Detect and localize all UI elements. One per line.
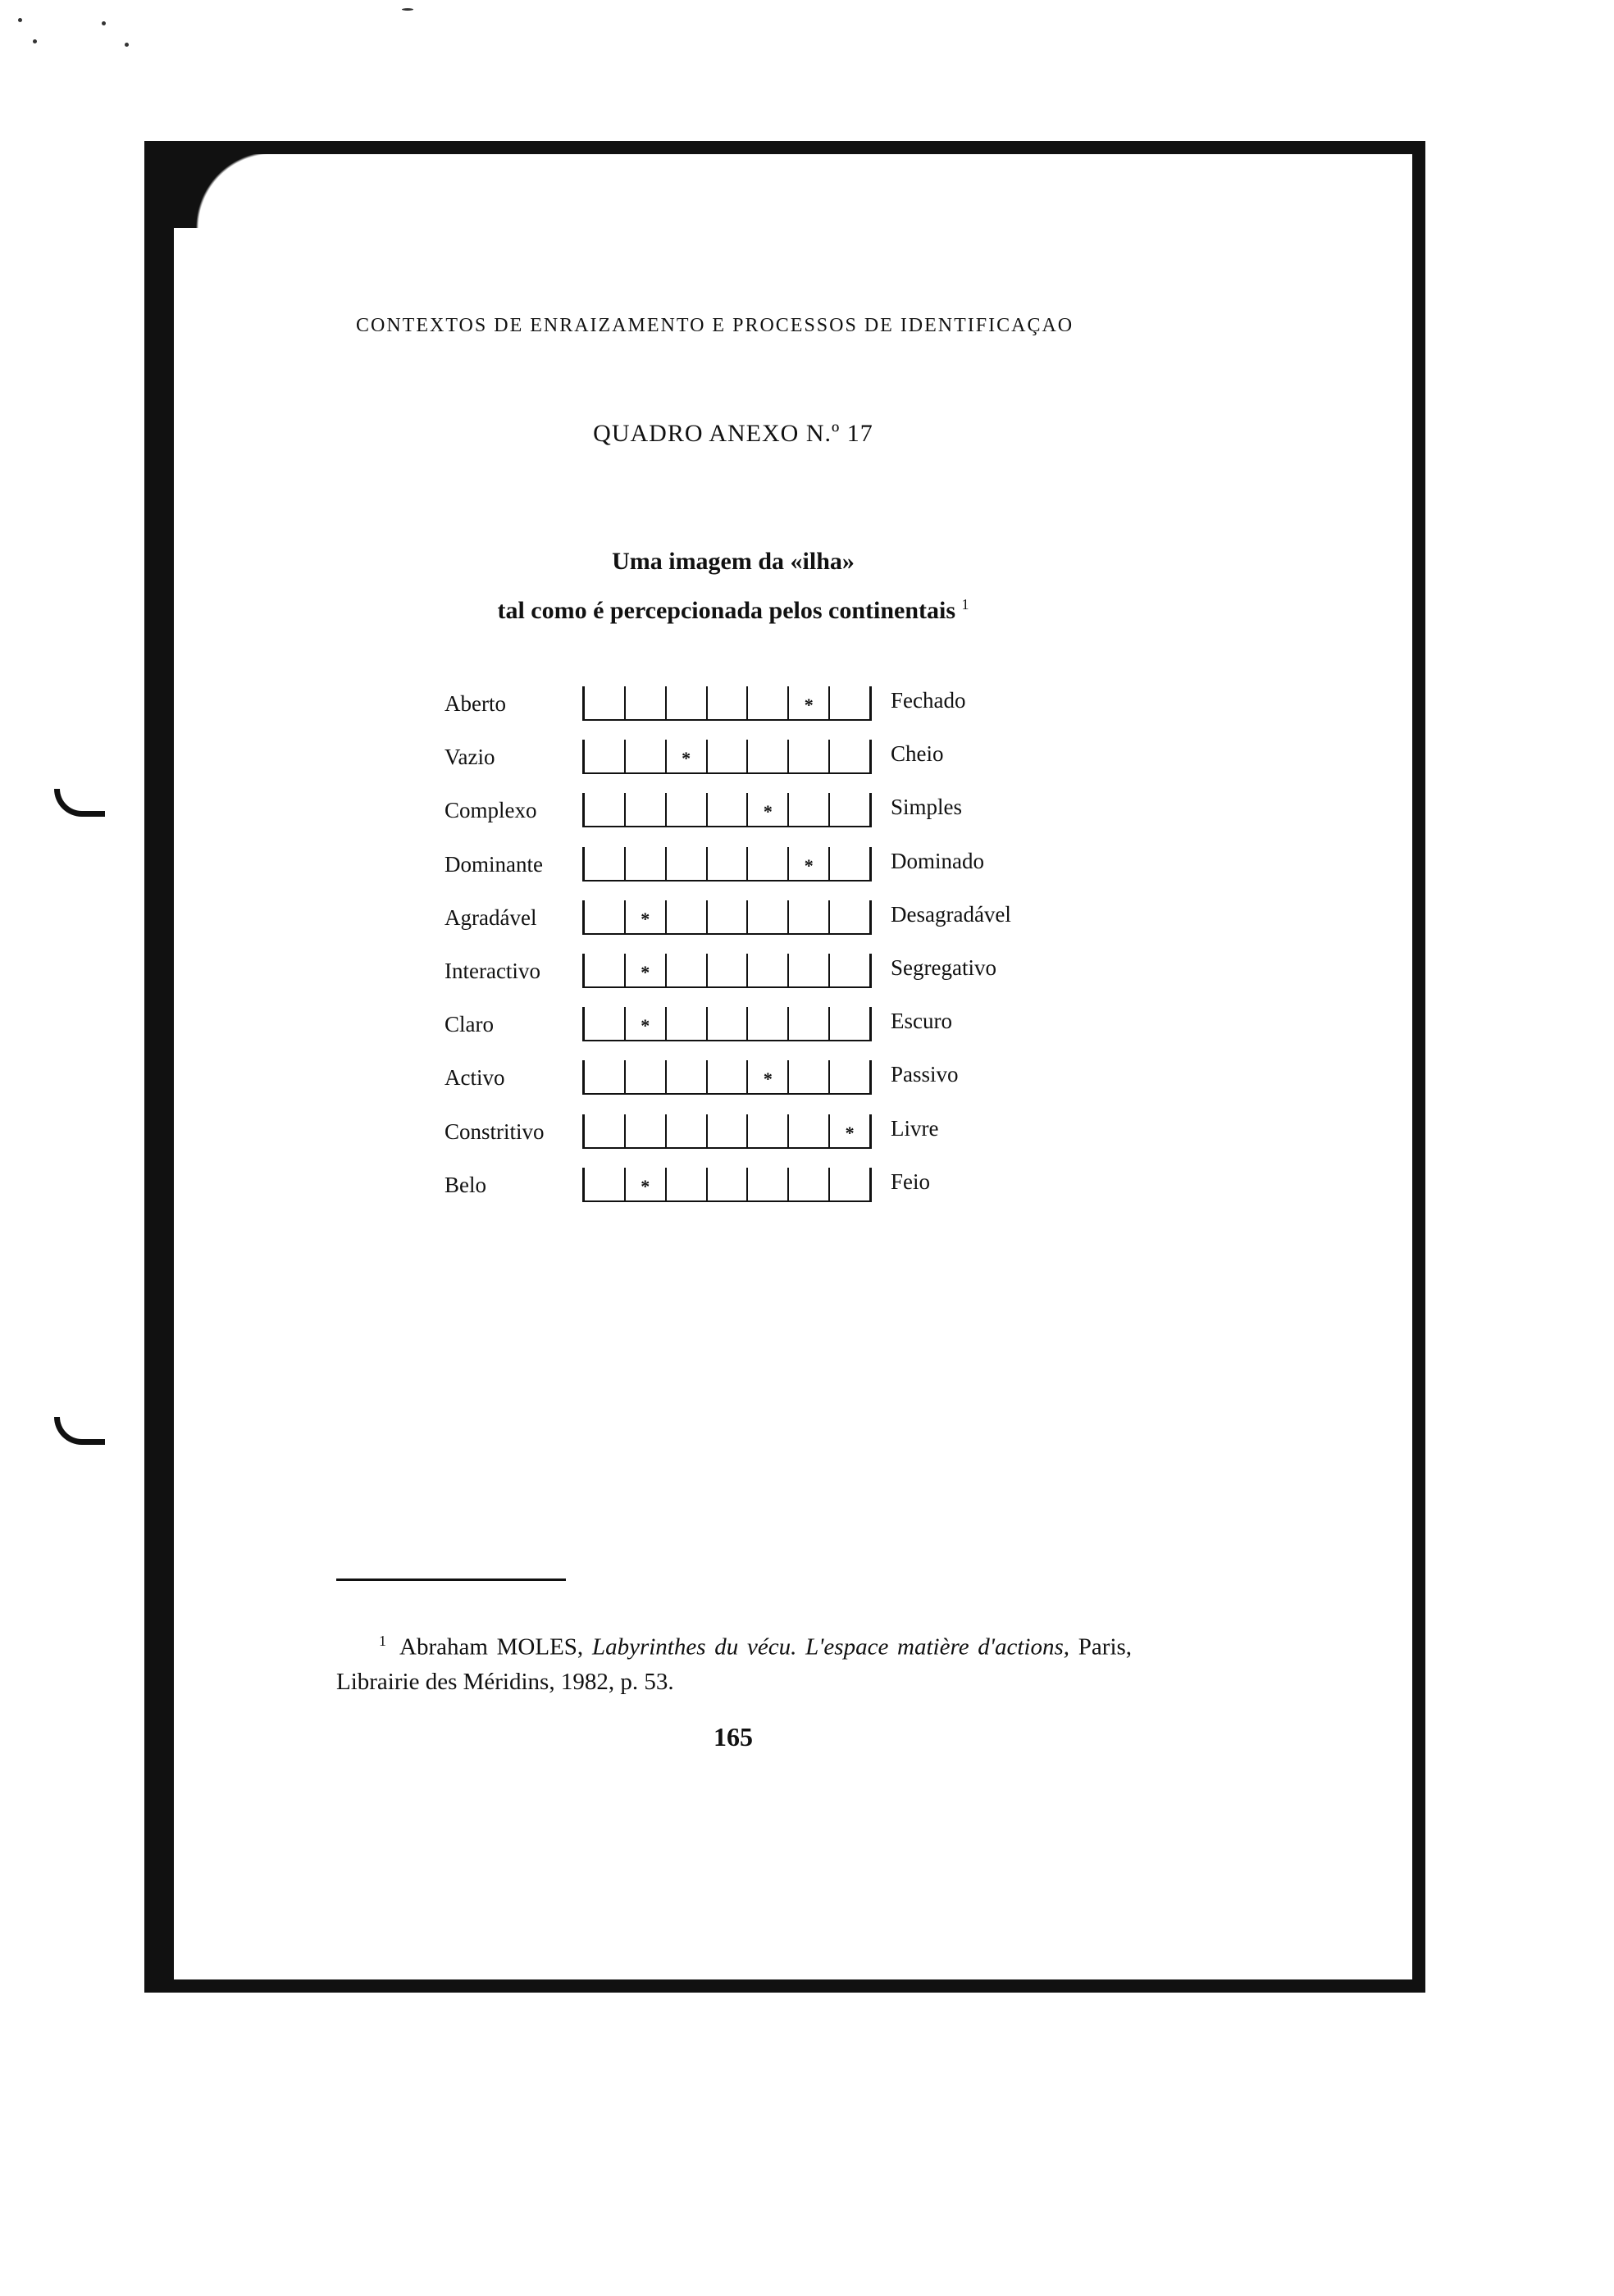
scale-cells [582,900,872,935]
scale-cells [582,793,872,827]
running-head: CONTEXTOS DE ENRAIZAMENTO E PROCESSOS DE IDENTIFICAÇAO [356,315,1074,336]
scale-mark: * [641,1175,650,1196]
scale-cell [748,793,789,826]
scale-cell [585,1168,626,1200]
scale-cells [582,1168,872,1202]
scale-cell [708,793,749,826]
scale-right-label: Desagradável [891,901,1011,927]
scale-mark: * [641,1015,650,1036]
scale-mark: * [763,1068,773,1090]
scale-left-label: Belo [445,1172,486,1197]
scan-speck [125,43,129,47]
scale-row [0,952,1614,993]
scale-row [0,899,1614,940]
scale-cell [830,1114,872,1147]
scale-cell [748,847,789,880]
scale-cells [582,1114,872,1149]
scale-cell [830,793,872,826]
scale-cell [830,1060,872,1093]
scale-cell [789,847,830,880]
scale-cell [708,900,749,933]
scale-cell [585,1114,626,1147]
scale-cell [789,900,830,933]
scale-cell [667,1007,708,1040]
scale-cell [708,686,749,719]
scale-right-label: Passivo [891,1062,959,1087]
scale-cell [830,1168,872,1200]
scale-right-label: Simples [891,795,963,820]
scale-cell [667,793,708,826]
scale-cell [708,1114,749,1147]
scale-cell [585,847,626,880]
scale-left-label: Activo [445,1065,505,1091]
scale-cells [582,1007,872,1041]
scale-right-label: Escuro [891,1009,952,1034]
scale-cell [708,1007,749,1040]
scale-cell [585,1060,626,1093]
scale-cell [708,1168,749,1200]
scale-cell [626,686,667,719]
scale-left-label: Interactivo [445,959,540,983]
scale-cell [585,900,626,933]
scale-cell [585,740,626,772]
subtitle-line-1 [0,548,1466,576]
scale-cell [830,740,872,772]
scale-mark: * [763,801,773,822]
scale-cell [626,954,667,986]
scan-speck [33,39,37,43]
footnote [336,1624,1132,1699]
scale-cell [830,1007,872,1040]
footnote-author: Abraham MOLES, [399,1633,584,1660]
scale-cell [789,954,830,986]
scale-cell [708,847,749,880]
scale-cell [789,1060,830,1093]
scale-cell [626,1168,667,1200]
scale-cell [667,847,708,880]
scale-left-label: Vazio [445,745,495,770]
scale-right-label: Fechado [891,688,966,713]
table-title: QUADRO ANEXO N.º 17 [593,420,873,447]
scale-cell [626,1007,667,1040]
scale-cell [626,740,667,772]
scale-cell [626,900,667,933]
scale-row [0,738,1614,779]
scale-left-label: Agradável [445,904,537,930]
scale-mark: * [641,908,650,929]
scale-cell [748,686,789,719]
footnote-mark: 1 [379,1633,386,1649]
scan-speck [18,18,22,22]
scale-cell [585,686,626,719]
scale-cells [582,1060,872,1095]
scale-left-label: Complexo [445,798,537,823]
scale-cell [626,1114,667,1147]
subtitle-line-2 [0,596,1466,625]
footnote-title: Labyrinthes du vécu. L'espace matière d'actions, [591,1633,1070,1660]
scale-cells [582,954,872,988]
scale-cell [789,1007,830,1040]
scale-cell [667,740,708,772]
scale-cell [748,954,789,986]
scale-cell [789,793,830,826]
scale-mark: * [804,695,814,715]
scale-mark: * [845,1122,855,1143]
scale-cell [667,1114,708,1147]
scale-row [0,1166,1614,1207]
scale-cell [789,1114,830,1147]
scale-cell [748,1114,789,1147]
scale-cell [830,900,872,933]
scale-row [0,1113,1614,1154]
scale-cell [626,1060,667,1093]
scale-row [0,845,1614,886]
scale-cell [626,847,667,880]
scale-left-label: Dominante [445,851,543,877]
scale-cell [667,686,708,719]
scale-mark: * [804,854,814,876]
scale-cell [789,686,830,719]
scale-cells [582,740,872,774]
scale-left-label: Aberto [445,691,506,716]
scale-cell [667,900,708,933]
scale-cell [708,954,749,986]
scale-mark: * [682,748,691,769]
scan-speck [102,21,106,25]
scale-cell [585,1007,626,1040]
scale-left-label: Constritivo [445,1118,545,1144]
scale-cell [708,740,749,772]
footnote-reference: 1 [961,596,969,613]
scale-cell [626,793,667,826]
scale-cell [830,954,872,986]
scale-cell [748,740,789,772]
scale-right-label: Livre [891,1115,939,1141]
scale-cell [748,1168,789,1200]
scale-cells [582,847,872,882]
scale-right-label: Segregativo [891,955,996,980]
scale-cell [667,954,708,986]
binder-ring-mark [54,1417,105,1445]
scale-right-label: Dominado [891,848,984,873]
scale-cell [585,954,626,986]
scale-row [0,1005,1614,1046]
footnote-rule [336,1578,566,1581]
scale-cell [667,1168,708,1200]
scale-right-label: Cheio [891,741,944,767]
scale-row [0,685,1614,726]
scale-cell [830,686,872,719]
scale-row [0,791,1614,832]
scale-cell [748,1060,789,1093]
scale-mark: * [641,962,650,982]
scale-row [0,1059,1614,1100]
scale-cell [830,847,872,880]
footnote-publication: Paris, Librairie des Méridins, 1982, p. 53. [336,1633,1133,1695]
scale-cell [748,1007,789,1040]
page-number: 165 [714,1722,753,1752]
scale-cell [708,1060,749,1093]
scan-speck [402,8,413,11]
scale-right-label: Feio [891,1168,931,1194]
subtitle-text: tal como é percepcionada pelos continentais [497,597,956,624]
scale-left-label: Claro [445,1012,494,1037]
scale-cell [585,793,626,826]
scale-cell [789,740,830,772]
scale-cells [582,686,872,721]
page-corner-shadow [174,154,272,228]
scale-cell [748,900,789,933]
subtitle-text: Uma imagem da «ilha» [612,548,855,575]
scale-cell [667,1060,708,1093]
scale-cell [789,1168,830,1200]
